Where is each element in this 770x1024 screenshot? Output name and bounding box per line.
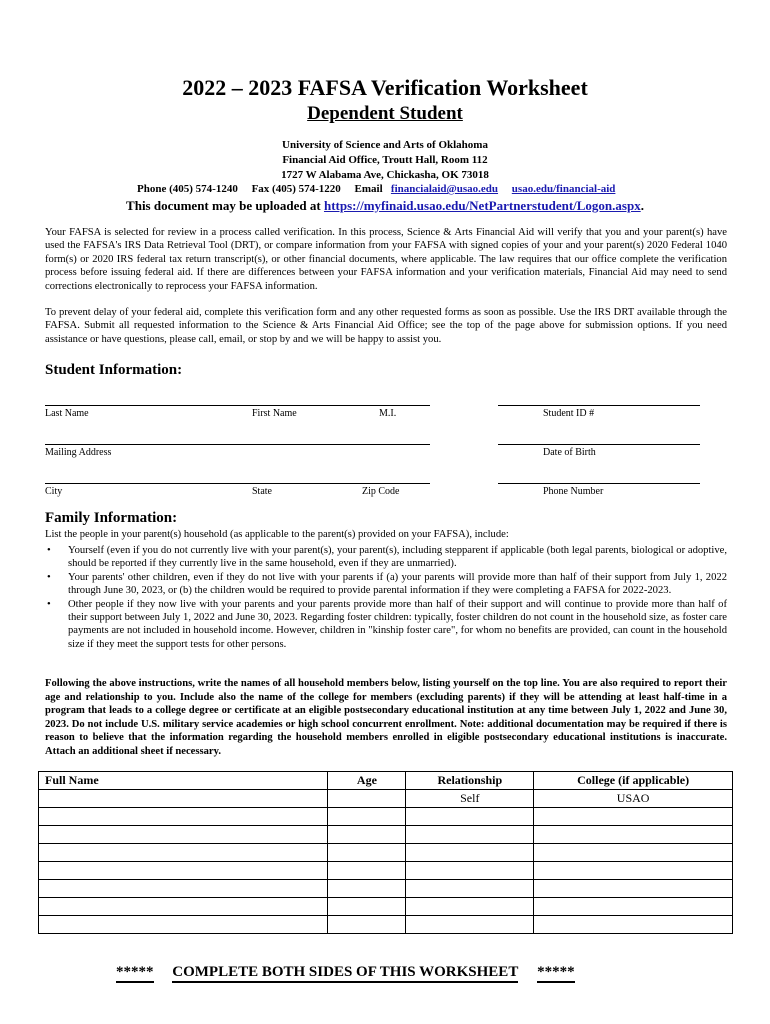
street-address: 1727 W Alabama Ave, Chickasha, OK 73018 xyxy=(281,169,489,181)
footer-text: COMPLETE BOTH SIDES OF THIS WORKSHEET xyxy=(172,964,518,983)
table-cell[interactable]: Self xyxy=(406,790,534,808)
table-header-row xyxy=(39,772,733,790)
household-table xyxy=(38,771,733,934)
page-subtitle: Dependent Student xyxy=(307,103,463,124)
table-cell[interactable] xyxy=(328,790,406,808)
table-row xyxy=(39,790,733,808)
website-link[interactable]: usao.edu/financial-aid xyxy=(511,183,616,195)
zip-label: Zip Code xyxy=(362,486,400,497)
footer-stars-right: ***** xyxy=(537,964,575,983)
table-row xyxy=(39,862,733,880)
mailing-address-label: Mailing Address xyxy=(45,447,112,458)
age-header: Age xyxy=(328,772,406,790)
dob-line[interactable] xyxy=(498,444,700,445)
last-name-label: Last Name xyxy=(45,408,89,419)
table-cell[interactable] xyxy=(406,916,534,934)
table-row xyxy=(39,844,733,862)
table-cell[interactable] xyxy=(406,898,534,916)
table-cell[interactable] xyxy=(328,826,406,844)
city-label: City xyxy=(45,486,63,497)
student-id-label: Student ID # xyxy=(543,408,595,419)
table-cell[interactable] xyxy=(406,844,534,862)
table-cell[interactable] xyxy=(534,916,733,934)
mailing-address-line[interactable] xyxy=(45,444,430,445)
table-cell[interactable] xyxy=(328,862,406,880)
table-cell[interactable]: USAO xyxy=(534,790,733,808)
table-cell[interactable] xyxy=(534,826,733,844)
upload-link[interactable]: https://myfinaid.usao.edu/NetPartnerstudent/Logon.aspx xyxy=(323,198,641,213)
table-cell[interactable] xyxy=(534,808,733,826)
bullet-text: Yourself (even if you do not currently live with your parent(s), your parent(s), including stepparent if applicable (both legal parents, biological or adoptive, should be reported if they currently live in the same household, even if they are unmarried). xyxy=(68,545,727,570)
upload-suffix: . xyxy=(640,198,644,213)
table-cell[interactable] xyxy=(406,862,534,880)
upload-line xyxy=(0,198,770,214)
office-location: Financial Aid Office, Troutt Hall, Room 112 xyxy=(282,154,488,166)
table-row xyxy=(39,898,733,916)
family-info-heading: Family Information: xyxy=(45,510,178,526)
table-cell[interactable] xyxy=(328,898,406,916)
table-cell[interactable] xyxy=(39,790,328,808)
bullet-text: Your parents' other children, even if they do not live with your parents if (a) your parents will provide more than half of their support from July 1, 2022 through June 30, 2023, or (b) the children would be required to provide parental information if they were completing a FAFSA for 2022-2023. xyxy=(68,571,727,597)
phone-line[interactable] xyxy=(498,483,700,484)
table-cell[interactable] xyxy=(39,844,328,862)
table-row xyxy=(39,808,733,826)
table-cell[interactable] xyxy=(39,898,328,916)
table-cell[interactable] xyxy=(39,808,328,826)
table-cell[interactable] xyxy=(328,916,406,934)
table-cell[interactable] xyxy=(328,844,406,862)
phone-label: Phone Number xyxy=(543,486,604,497)
table-cell[interactable] xyxy=(328,880,406,898)
table-cell[interactable] xyxy=(406,880,534,898)
table-cell[interactable] xyxy=(39,916,328,934)
table-cell[interactable] xyxy=(39,880,328,898)
table-cell[interactable] xyxy=(534,898,733,916)
table-row xyxy=(39,916,733,934)
email-link[interactable]: financialaid@usao.edu xyxy=(390,183,499,195)
table-cell[interactable] xyxy=(406,826,534,844)
city-state-zip-line[interactable] xyxy=(45,483,430,484)
full-name-header: Full Name xyxy=(39,772,328,790)
contact-line xyxy=(137,183,615,195)
table-cell[interactable] xyxy=(534,862,733,880)
upload-prefix: This document may be uploaded at xyxy=(126,198,324,213)
name-line[interactable] xyxy=(45,405,430,406)
student-id-line[interactable] xyxy=(498,405,700,406)
college-header: College (if applicable) xyxy=(534,772,733,790)
bullet-text: Other people if they now live with your parents and your parents provide more than half of their support and will continue to provide more than half of their support between July 1, 2022 and June 30, 2023. Regarding foster children: typically, foster children do not count in the household size, as foster care payments are not included in household income. However, children in "kinship foster care", for whom no benefits are provided, can count in the household size if they meet the support tests for other persons. xyxy=(68,598,727,650)
institution-name: University of Science and Arts of Oklahoma xyxy=(282,139,488,151)
fax-text: Fax (405) 574-1220 xyxy=(251,183,341,195)
mi-label: M.I. xyxy=(379,408,397,419)
footer-stars-left: ***** xyxy=(116,964,154,983)
student-info-heading: Student Information: xyxy=(45,362,183,378)
state-label: State xyxy=(252,486,272,497)
phone-text: Phone (405) 574-1240 xyxy=(137,183,238,195)
family-intro: List the people in your parent(s) household (as applicable to the parent(s) provided on your FAFSA), include: xyxy=(45,529,509,540)
table-cell[interactable] xyxy=(39,862,328,880)
table-cell[interactable] xyxy=(39,826,328,844)
list-item: • Your parents' other children, even if they do not live with your parents if (a) your parents will provide more than half of their support from July 1, 2022 through June 30, 2023, or (b) the children would be required to provide parental information if they were completing a FAFSA for 2022-2023. xyxy=(47,571,727,597)
table-row xyxy=(39,826,733,844)
table-cell[interactable] xyxy=(328,808,406,826)
table-cell[interactable] xyxy=(534,880,733,898)
table-cell[interactable] xyxy=(534,844,733,862)
household-instructions: Following the above instructions, write the names of all household members below, listing yourself on the top line. You are also required to report their age and relationship to you. Include also the name of the college for members (excluding parents) if they will be attending at least half-time in a program that leads to a college degree or certificate at an eligible postsecondary educational institution at any time between July 1, 2022 and June 30, 2023. Do not include U.S. military service academies or high school concurrent enrollment. Note: additional documentation may be required if there is reason to believe that the information regarding the household members enrolled in eligible postsecondary educational institutions is inaccurate. Attach an additional sheet if necessary. xyxy=(45,678,727,757)
table-row xyxy=(39,880,733,898)
email-label: Email xyxy=(354,183,383,195)
footer-notice xyxy=(116,964,575,981)
table-cell[interactable] xyxy=(406,808,534,826)
relationship-header: Relationship xyxy=(406,772,534,790)
delay-paragraph: To prevent delay of your federal aid, complete this verification form and any other requested forms as soon as possible. Use the IRS DRT available through the FAFSA. Submit all requested information to the Science & Arts Financial Aid Office; see the top of the page above for submission options. If you need assistance or have questions, please call, email, or stop by and we will be happy to assist you. xyxy=(45,307,727,345)
first-name-label: First Name xyxy=(252,408,297,419)
dob-label: Date of Birth xyxy=(543,447,596,458)
list-item: • Other people if they now live with your parents and your parents provide more than half of their support and will continue to provide more than half of their support between July 1, 2022 and June 30, 2023. Regarding foster children: typically, foster children do not count in the household size, as foster care payments are not included in household income. However, children in "kinship foster care", for whom no benefits are provided, can count in the household size if they meet the support tests for other persons. xyxy=(47,598,727,650)
list-item: • Yourself (even if you do not currently live with your parent(s), your parent(s), including stepparent if applicable (both legal parents, biological or adoptive, should be reported if they currently live in the same household, even if they are unmarried). xyxy=(47,545,727,570)
page-title: 2022 – 2023 FAFSA Verification Worksheet xyxy=(182,75,588,100)
verification-paragraph: Your FAFSA is selected for review in a process called verification. In this process, Science & Arts Financial Aid will verify that you and your parent(s) have used the FAFSA's IRS Data Retrieval Tool (DRT), or compare information from your FAFSA with signed copies of your and your parent(s) 2020 Federal 1040 form(s) or 2020 IRS federal tax return transcript(s), or other financial documents, where applicable. The law requires that our office complete the verification process before issuing federal aid. If there are differences between your FAFSA information and your verification materials, Financial Aid may need to send corrections electronically to reprocess your FAFSA information. xyxy=(45,227,727,292)
family-bullet-list xyxy=(45,544,727,651)
